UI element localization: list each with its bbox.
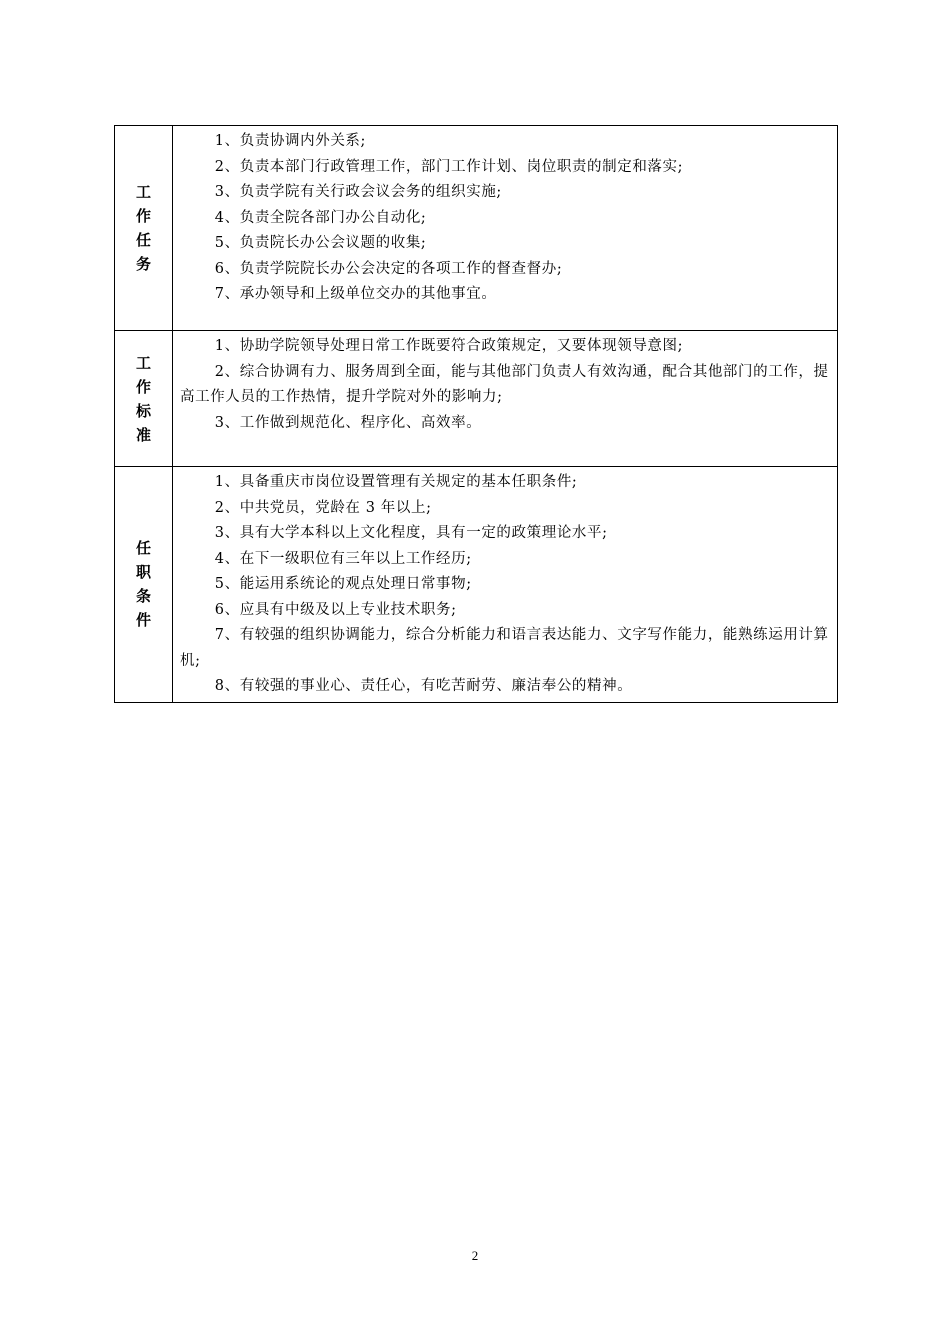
- label-char: 务: [135, 255, 151, 273]
- label-char: 工: [135, 353, 151, 372]
- list-item: 1、协助学院领导处理日常工作既要符合政策规定，又要体现领导意图;: [214, 338, 684, 354]
- list-item: 6、应具有中级及以上专业技术职务;: [214, 601, 457, 618]
- list-item: 3、具有大学本科以上文化程度，具有一定的政策理论水平;: [214, 525, 608, 541]
- label-char: 作: [135, 377, 151, 396]
- list-item: 3、负责学院有关行政会议会务的组织实施;: [214, 184, 502, 200]
- label-char: 任: [135, 539, 151, 558]
- label-char: 标: [135, 401, 151, 420]
- section-row-work-standards: [115, 331, 838, 467]
- label-char: 任: [135, 231, 151, 249]
- section-label-work-tasks: [115, 126, 173, 331]
- list-item: 4、在下一级职位有三年以上工作经历;: [214, 550, 472, 567]
- section-content-work-tasks: [173, 126, 838, 331]
- list-item: 5、能运用系统论的观点处理日常事物;: [214, 576, 472, 592]
- list-item: 3、工作做到规范化、程序化、高效率。: [214, 414, 482, 431]
- list-item: 7、有较强的组织协调能力，综合分析能力和语言表达能力、文字写作能力，能熟练运用计算机;: [180, 627, 829, 669]
- list-item: 8、有较强的事业心、责任心，有吃苦耐劳、廉洁奉公的精神。: [214, 678, 633, 694]
- list-item: 2、综合协调有力、服务周到全面，能与其他部门负责人有效沟通，配合其他部门的工作，提高工作人员的工作热情，提升学院对外的影响力;: [180, 363, 829, 405]
- section-content-qualifications: [173, 467, 838, 703]
- section-row-qualifications: [115, 467, 838, 703]
- label-char: 件: [135, 611, 151, 630]
- list-item: 2、中共党员，党龄在 3 年以上;: [214, 499, 432, 516]
- list-item: 5、负责院长办公会议题的收集;: [214, 235, 427, 251]
- list-item: 1、具备重庆市岗位设置管理有关规定的基本任职条件;: [214, 474, 578, 490]
- label-char: 条: [135, 587, 151, 606]
- job-description-table: [114, 125, 838, 703]
- label-char: 作: [135, 207, 151, 225]
- list-item: 4、负责全院各部门办公自动化;: [214, 209, 427, 226]
- label-char: 准: [135, 425, 151, 444]
- section-label-work-standards: [115, 331, 173, 467]
- label-char: 职: [135, 563, 151, 582]
- section-label-qualifications: [115, 467, 173, 703]
- list-item: 7、承办领导和上级单位交办的其他事宜。: [214, 286, 497, 302]
- list-item: 6、负责学院院长办公会决定的各项工作的督查督办;: [214, 260, 563, 277]
- section-content-work-standards: [173, 331, 838, 467]
- label-char: 工: [135, 183, 151, 201]
- list-item: 1、负责协调内外关系;: [214, 133, 367, 149]
- list-item: 2、负责本部门行政管理工作，部门工作计划、岗位职责的制定和落实;: [214, 158, 684, 175]
- section-row-work-tasks: [115, 126, 838, 331]
- page-number: 2: [471, 1248, 479, 1263]
